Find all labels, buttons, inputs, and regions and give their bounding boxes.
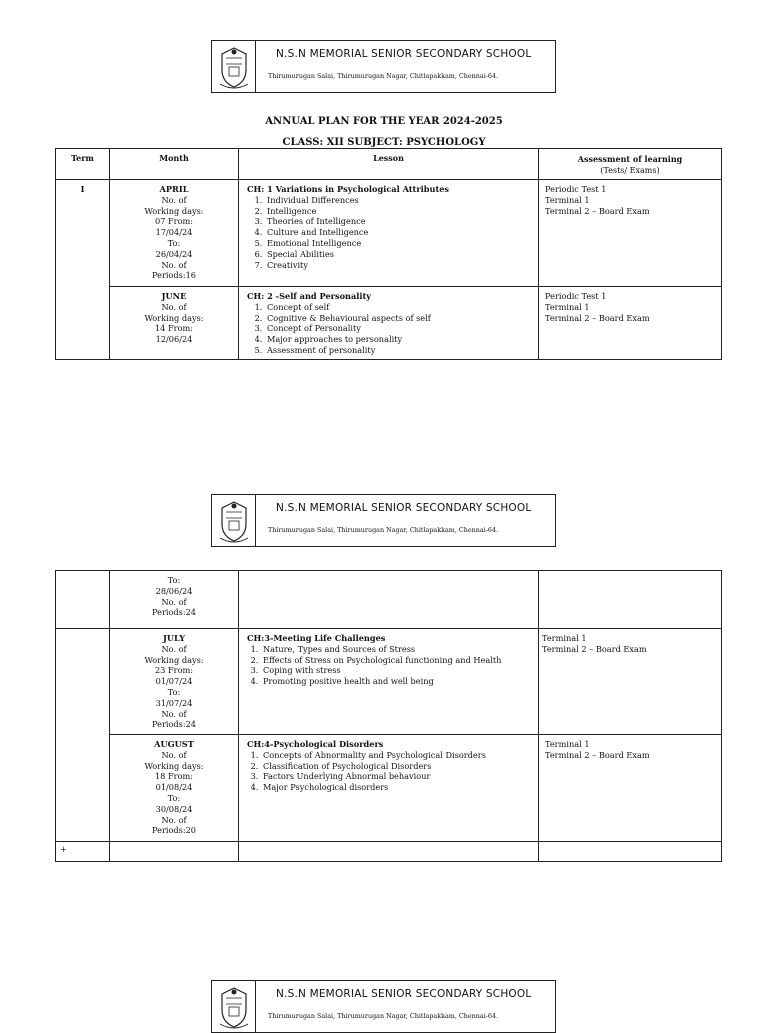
table-row <box>56 180 722 287</box>
school-name: N.S.N MEMORIAL SENIOR SECONDARY SCHOOL <box>276 988 532 1000</box>
plan-subtitle: CLASS: XII SUBJECT: PSYCHOLOGY <box>282 137 486 148</box>
list-item: 1. Individual Differences <box>265 195 538 206</box>
list-item: 6. Special Abilities <box>265 249 538 260</box>
month-detail: 30/08/24 <box>155 803 193 814</box>
assessment-item: Terminal 2 – Board Exam <box>542 643 647 654</box>
month-detail: To: <box>167 686 181 697</box>
month-detail: Periods:20 <box>151 825 197 836</box>
month-detail: Working days: <box>144 205 204 216</box>
list-item: 3. Theories of Intelligence <box>265 216 538 227</box>
list-item: 1. Nature, Types and Sources of Stress <box>261 644 538 655</box>
lesson-cell-ch3 <box>239 629 539 735</box>
month-detail: To: <box>167 237 181 248</box>
assessment-item: Terminal 1 <box>545 739 590 749</box>
list-item: 4. Promoting positive health and well being <box>261 676 538 687</box>
month-detail: No. of <box>161 194 187 205</box>
list-item: 4. Culture and Intelligence <box>265 227 538 238</box>
topic-list <box>247 302 538 356</box>
column-header-assessment <box>539 149 722 180</box>
list-item: 1. Concept of self <box>265 302 538 313</box>
school-crest-icon <box>217 44 251 90</box>
chapter-title: CH: 1 Variations in Psychological Attributes <box>247 184 450 194</box>
assessment-item: Terminal 2 – Board Exam <box>545 205 650 216</box>
school-logo <box>212 981 256 1032</box>
table-row <box>56 287 722 360</box>
month-detail: To: <box>167 792 181 803</box>
assessment-cell <box>539 629 722 735</box>
school-header <box>211 40 556 93</box>
school-crest-icon <box>217 498 251 544</box>
list-item: 3. Coping with stress <box>261 665 538 676</box>
topic-list <box>247 644 538 687</box>
month-detail: Periods:16 <box>151 270 197 281</box>
month-name: JUNE <box>161 291 187 301</box>
month-detail: Working days: <box>144 654 204 665</box>
month-detail: 23 From: <box>154 665 194 676</box>
month-detail: 14 From: <box>154 323 194 334</box>
assessment-header-line2: (Tests/ Exams) <box>600 166 660 175</box>
lesson-cell <box>239 842 539 862</box>
month-detail: Periods:24 <box>151 719 197 730</box>
school-address: Thirumurugan Salai, Thirumurugan Nagar, Chitlapakkam, Chennai-64. <box>268 72 499 80</box>
list-item: 2. Cognitive & Behavioural aspects of self <box>265 313 538 324</box>
term-cell <box>56 571 110 629</box>
list-item: 5. Assessment of personality <box>265 345 538 356</box>
topic-list <box>247 750 538 793</box>
month-detail: No. of <box>161 814 187 825</box>
assessment-cell <box>539 287 722 360</box>
list-item: 4. Major Psychological disorders <box>261 782 538 793</box>
table-row <box>56 629 722 735</box>
table-header-row <box>56 149 722 180</box>
month-cell-april <box>110 180 239 287</box>
month-detail: 07 From: <box>154 216 194 227</box>
school-logo <box>212 495 256 546</box>
month-detail: Working days: <box>144 312 204 323</box>
list-item: 1. Concepts of Abnormality and Psychological Disorders <box>261 750 538 761</box>
list-item: 7. Creativity <box>265 260 538 271</box>
chapter-title: CH: 2 -Self and Personality <box>247 291 372 301</box>
school-header <box>211 980 556 1033</box>
month-detail: Working days: <box>144 760 204 771</box>
month-cell-july <box>110 629 239 735</box>
school-logo <box>212 41 256 92</box>
topic-list <box>247 195 538 271</box>
month-detail: 18 From: <box>154 771 194 782</box>
table-row <box>56 842 722 862</box>
list-item: 3. Factors Underlying Abnormal behaviour <box>261 771 538 782</box>
month-detail: 01/07/24 <box>155 676 193 687</box>
assessment-item: Terminal 1 <box>545 194 590 205</box>
lesson-cell-ch1 <box>239 180 539 287</box>
school-address: Thirumurugan Salai, Thirumurugan Nagar, Chitlapakkam, Chennai-64. <box>268 526 499 534</box>
school-crest-icon <box>217 984 251 1030</box>
month-name: JULY <box>162 633 186 643</box>
column-header-lesson: Lesson <box>239 149 539 180</box>
month-detail: No. of <box>161 596 187 607</box>
assessment-cell <box>539 842 722 862</box>
assessment-item: Periodic Test 1 <box>545 291 607 301</box>
assessment-item: Terminal 1 <box>545 301 590 312</box>
list-item: 2. Effects of Stress on Psychological functioning and Health <box>261 655 538 666</box>
month-detail: No. of <box>161 643 187 654</box>
month-detail: 17/04/24 <box>155 227 193 238</box>
list-item: 3. Concept of Personality <box>265 323 538 334</box>
list-item: 5. Emotional Intelligence <box>265 238 538 249</box>
month-cell-august <box>110 735 239 842</box>
lesson-cell-ch2 <box>239 287 539 360</box>
chapter-title: CH:3-Meeting Life Challenges <box>247 633 386 643</box>
month-detail: No. of <box>161 708 187 719</box>
column-header-term: Term <box>56 149 110 180</box>
term-cell: I <box>56 180 110 360</box>
footer-mark-cell: + <box>56 842 110 862</box>
month-cell-june-continued <box>110 571 239 629</box>
annual-plan-table-page1 <box>55 148 722 360</box>
month-name: APRIL <box>159 184 189 194</box>
month-detail: 12/06/24 <box>155 334 193 345</box>
month-detail: 01/08/24 <box>155 782 193 793</box>
month-detail: No. of <box>161 259 187 270</box>
list-item: 2. Intelligence <box>265 206 538 217</box>
assessment-item: Terminal 2 – Board Exam <box>545 749 650 760</box>
school-name: N.S.N MEMORIAL SENIOR SECONDARY SCHOOL <box>276 48 532 60</box>
table-row <box>56 571 722 629</box>
lesson-cell <box>239 571 539 629</box>
assessment-item: Periodic Test 1 <box>545 184 607 194</box>
school-header <box>211 494 556 547</box>
month-detail: Periods:24 <box>151 607 197 618</box>
assessment-cell <box>539 180 722 287</box>
assessment-item: Terminal 2 – Board Exam <box>545 312 650 323</box>
plan-title: ANNUAL PLAN FOR THE YEAR 2024-2025 <box>265 116 503 127</box>
column-header-month: Month <box>110 149 239 180</box>
list-item: 2. Classification of Psychological Disorders <box>261 761 538 772</box>
month-cell <box>110 842 239 862</box>
table-row <box>56 735 722 842</box>
month-cell-june <box>110 287 239 360</box>
school-address: Thirumurugan Salai, Thirumurugan Nagar, Chitlapakkam, Chennai-64. <box>268 1012 499 1020</box>
month-detail: 26/04/24 <box>155 248 193 259</box>
month-name: AUGUST <box>154 739 194 749</box>
term-cell <box>56 629 110 842</box>
month-detail: To: <box>167 575 181 585</box>
list-item: 4. Major approaches to personality <box>265 334 538 345</box>
assessment-item: Terminal 1 <box>542 633 587 643</box>
month-detail: No. of <box>161 301 187 312</box>
school-name: N.S.N MEMORIAL SENIOR SECONDARY SCHOOL <box>276 502 532 514</box>
assessment-header-line1: Assessment of learning <box>577 154 683 164</box>
chapter-title: CH:4-Psychological Disorders <box>247 739 384 749</box>
month-detail: 31/07/24 <box>155 697 193 708</box>
assessment-cell <box>539 571 722 629</box>
month-detail: No. of <box>161 749 187 760</box>
annual-plan-table-page2 <box>55 570 722 862</box>
lesson-cell-ch4 <box>239 735 539 842</box>
month-detail: 28/06/24 <box>155 585 193 596</box>
assessment-cell <box>539 735 722 842</box>
